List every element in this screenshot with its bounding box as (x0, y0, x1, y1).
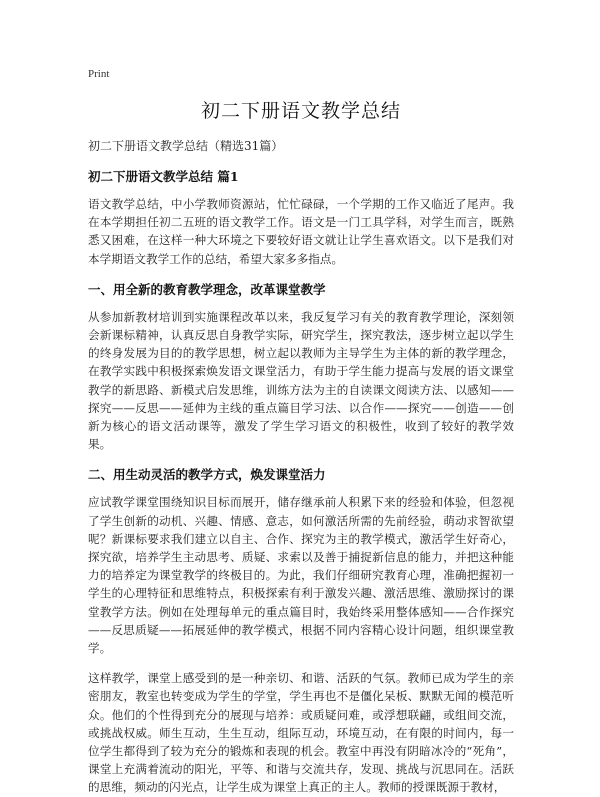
print-link[interactable]: Print (88, 68, 110, 80)
section-1-paragraph: 从参加新教材培训到实施课程改革以来，我反复学习有关的教育教学理论，深刻领会新课标精神，认真反思自身教学实际，研究学生，探究教法，逐步树立起以学生的终身发展为目的的教学思想，树立起以教师为主导学生为主体的新的教学理念，在教学实践中积极探索焕发语文课堂活力，有助于学生能力提高与发展的语文课堂教学的新思路、新模式启发思维，训练方法为主的自读课文阅读方法、以感知——探究——反思——延伸为主线的重点篇目学习法、以合作——探究——创造——创新为核心的语文活动课等，激发了学生学习语文的积极性，收到了较好的教学效果。 (88, 309, 514, 452)
section-1-heading: 一、用全新的教育教学理念，改革课堂教学 (88, 281, 326, 297)
document-subtitle: 初二下册语文教学总结（精选31篇） (88, 139, 284, 153)
article-heading: 初二下册语文教学总结 篇1 (88, 169, 239, 184)
section-2-paragraph: 应试教学课堂围绕知识目标而展开，储存继承前人积累下来的经验和体验，但忽视了学生创新的动机、兴趣、情感、意志，如何激活所需的先前经验，萌动求智欲望呢？新课标要求我们建立以自主、合作、探究为主的教学模式，激活学生好奇心，探究欲，培养学生主动思考、质疑、求索以及善于捕捉新信息的能力，并把这种能力的培养定为课堂教学的终极目的。为此，我们仔细研究教育心理，准确把握初一学生的心理特征和思维特点，积极探索有利于激发兴趣、激活思维、激励探讨的课堂教学方法。例如在处理每单元的重点篇目时，我始终采用整体感知——合作探究——反思质疑——拓展延伸的教学模式，根据不同内容精心设计问题，组织课堂教学。 (88, 495, 514, 656)
page-title: 初二下册语文教学总结 (200, 100, 401, 122)
section-2-paragraph-b: 这样教学，课堂上感受到的是一种亲切、和谐、活跃的气氛。教师已成为学生的亲密朋友，教室也转变成为学生的学堂，学生再也不是僵化呆板、默默无闻的模范听众。他们的个性得到充分的展现与培养：或质疑问难，或浮想联翩，或组间交流，或挑战权威。师生互动，生生互动，组际互动，环境互动，在有限的时间内，每一位学生都得到了较为充分的锻炼和表现的机会。教室中再没有阴暗冰冷的“死角”，课堂上充满着流动的阳光，平等、和谐与交流共存，发现、挑战与沉思同在。活跃的思维，频动的闪光点，让学生成为课堂上真正的主人。教师的授课既源于教材， (88, 671, 514, 795)
intro-paragraph: 语文教学总结，中小学教师资源站，忙忙碌碌，一个学期的工作又临近了尾声。我在本学期担任初二五班的语文教学工作。语文是一门工具学科，对学生而言，既熟悉又困难，在这样一种大环境之下要较好语文就让让学生喜欢语文。以下是我们对本学期语文教学工作的总结，希望大家多多指点。 (88, 197, 514, 266)
section-2-heading: 二、用生动灵活的教学方式，焕发课堂活力 (88, 467, 326, 483)
